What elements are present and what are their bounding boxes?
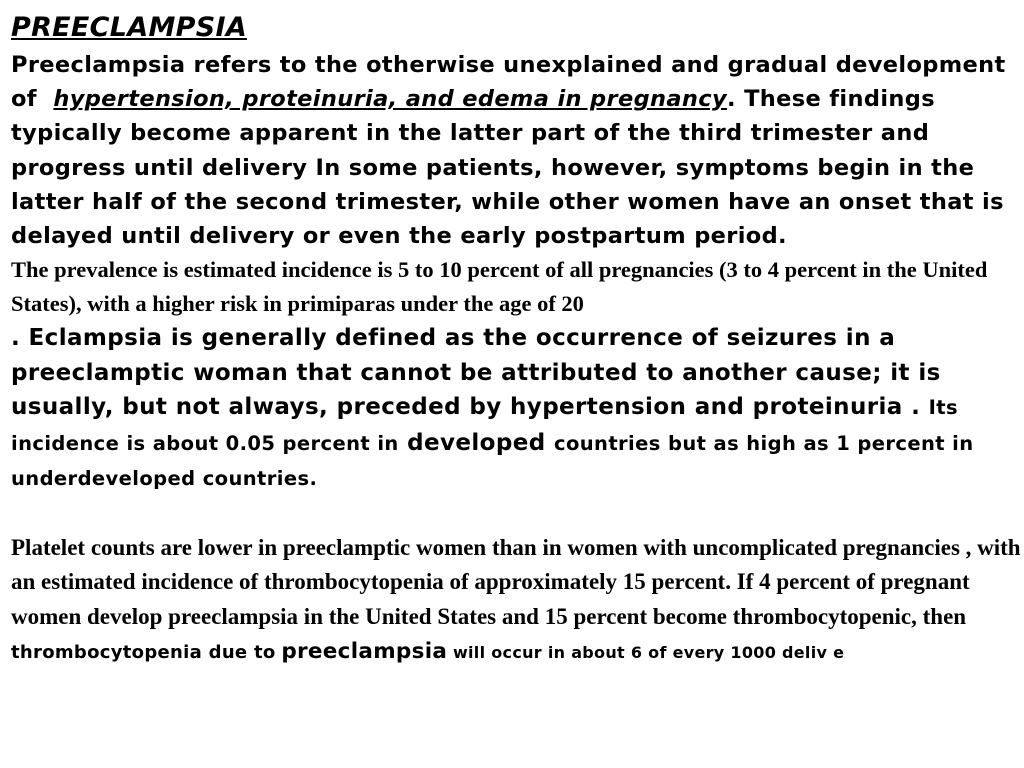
platelet-tail-b: preeclampsia	[281, 638, 448, 664]
slide-title: PREECLAMPSIA	[11, 12, 248, 43]
platelet-tail-c: will occur in about 6 of every 1000 deliv e	[452, 642, 845, 662]
eclampsia-incidence-rest: countries but as high as 1 percent in underdeveloped countries.	[11, 431, 974, 491]
paragraph-spacer	[11, 497, 1021, 531]
eclampsia-incidence-lead: Its incidence is about 0.05 percent in	[11, 396, 959, 455]
platelet-serif-text: Platelet counts are lower in preeclamptic women than in women with uncomplicated pregnancies , with an estimated incidence of thrombocytopenia of approximately 15 percent. If 4 percent of pregnant women develop preeclampsia in the United States and 15 percent become thrombocytopenic, then	[11, 534, 1021, 629]
platelet-paragraph	[11, 531, 1021, 671]
prevalence-paragraph: The prevalence is estimated incidence is 5 to 10 percent of all pregnancies (3 to 4 percent in the United States), with a higher risk in primiparas under the age of 20	[11, 257, 988, 317]
eclampsia-paragraph	[11, 321, 1021, 497]
definition-paragraph	[11, 48, 1021, 253]
definition-emphasis: hypertension, proteinuria, and edema in pregnancy	[53, 86, 727, 113]
eclampsia-main: . Eclampsia is generally defined as the occurrence of seizures in a preeclamptic woman that cannot be attributed to another cause; it is usually, but not always, preceded by hypertension and proteinuria .	[11, 325, 941, 421]
platelet-tail-a: thrombocytopenia due to	[11, 641, 276, 663]
definition-rest: . These findings typically become apparent in the latter part of the third trimester and progress until delivery In some patients, however, symptoms begin in the latter half of the second trimester, while other women have an onset that is delayed until delivery or even the early postpartum period.	[11, 86, 1004, 250]
definition-lead: Preeclampsia refers to the otherwise unexplained and gradual development of	[11, 52, 1006, 113]
slide-content	[11, 8, 1021, 670]
eclampsia-developed: developed	[407, 429, 546, 456]
